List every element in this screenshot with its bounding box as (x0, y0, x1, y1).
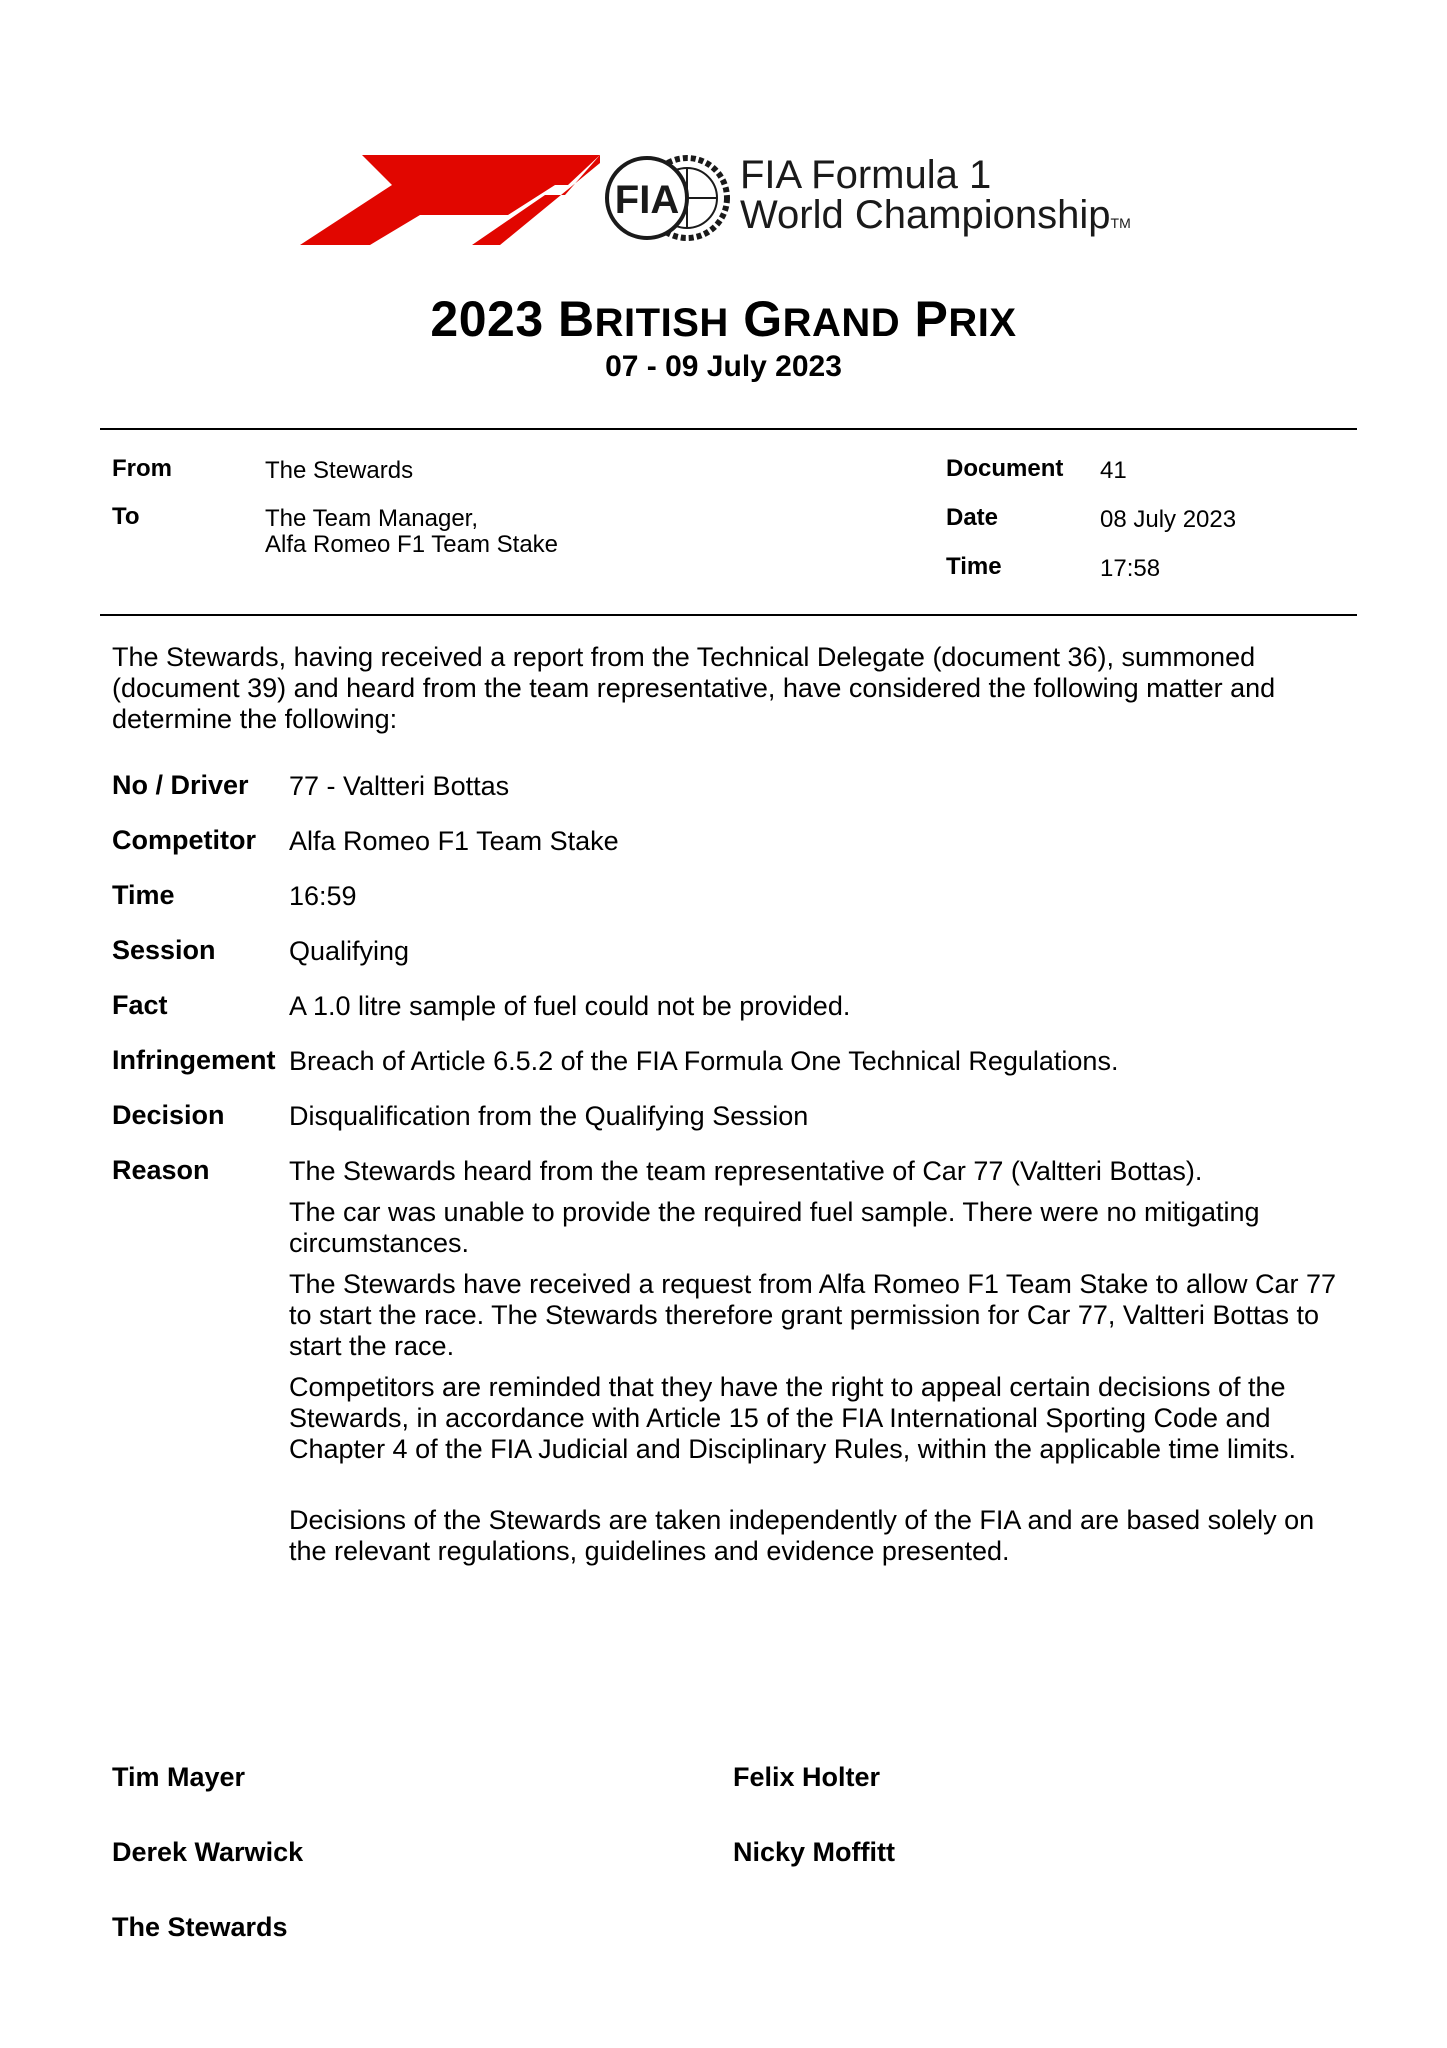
header-logo (300, 150, 1180, 250)
fia-seal-icon (602, 153, 732, 243)
event-title: 2023 BRITISH GRAND PRIX (430, 291, 1017, 347)
f1-logo-icon (300, 155, 600, 245)
to-line-1: The Team Manager, (265, 505, 479, 532)
row-label-infringement: Infringement (112, 1045, 276, 1075)
document-value: 41 (1100, 457, 1127, 484)
row-value-decision: Disqualification from the Qualifying Session (289, 1101, 809, 1131)
row-label-fact: Fact (112, 990, 168, 1020)
date-value: 08 July 2023 (1100, 506, 1237, 533)
trademark-symbol: TM (1110, 215, 1131, 231)
to-value (265, 506, 558, 558)
row-label-competitor: Competitor (112, 825, 256, 855)
row-value-driver: 77 - Valtteri Bottas (289, 771, 510, 801)
reason-paragraph: Competitors are reminded that they have the right to appeal certain decisions of the Stewards, in accordance with Article 15 of the FIA International Sporting Code and Chapter 4 of the FIA Judicial and Disciplinary Rules, within the applicable time limits. (289, 1372, 1296, 1464)
row-label-reason: Reason (112, 1155, 210, 1185)
row-label-driver: No / Driver (112, 770, 249, 800)
signature-felix-holter: Felix Holter (733, 1762, 881, 1792)
signature-the-stewards: The Stewards (112, 1912, 288, 1942)
row-value-session: Qualifying (289, 936, 410, 966)
brand-line-2: World Championship (740, 193, 1111, 237)
reason-text (289, 1156, 1359, 1577)
from-value: The Stewards (265, 457, 414, 484)
reason-paragraph: The Stewards heard from the team representative of Car 77 (Valtteri Bottas). (289, 1156, 1203, 1186)
time-label: Time (946, 553, 1002, 580)
row-value-infringement: Breach of Article 6.5.2 of the FIA Formula One Technical Regulations. (289, 1046, 1119, 1076)
intro-paragraph: The Stewards, having received a report from the Technical Delegate (document 36), summoned (document 39) and heard from the team representative, have considered the following matter and determine the following: (112, 642, 1276, 734)
signature-nicky-moffitt: Nicky Moffitt (733, 1837, 895, 1867)
row-value-time: 16:59 (289, 881, 357, 911)
row-value-competitor: Alfa Romeo F1 Team Stake (289, 826, 619, 856)
to-line-2: Alfa Romeo F1 Team Stake (265, 531, 559, 558)
reason-paragraph: Decisions of the Stewards are taken independently of the FIA and are based solely on the relevant regulations, guidelines and evidence presented. (289, 1505, 1315, 1566)
to-label: To (112, 503, 140, 530)
date-label: Date (946, 504, 999, 531)
from-label: From (112, 455, 172, 482)
document-label: Document (946, 455, 1064, 482)
row-label-decision: Decision (112, 1100, 225, 1130)
top-divider (100, 428, 1357, 430)
fia-seal-text: FIA (614, 178, 680, 222)
event-dates: 07 - 09 July 2023 (605, 350, 842, 383)
bottom-divider (100, 614, 1357, 616)
row-value-fact: A 1.0 litre sample of fuel could not be provided. (289, 991, 851, 1021)
brand-text (740, 155, 1131, 243)
signature-tim-mayer: Tim Mayer (112, 1762, 246, 1792)
reason-paragraph: The car was unable to provide the required fuel sample. There were no mitigating circumstances. (289, 1197, 1260, 1258)
signature-derek-warwick: Derek Warwick (112, 1837, 304, 1867)
time-value: 17:58 (1100, 555, 1161, 582)
row-label-session: Session (112, 935, 216, 965)
reason-paragraph: The Stewards have received a request from Alfa Romeo F1 Team Stake to allow Car 77 to start the race. The Stewards therefore grant permission for Car 77, Valtteri Bottas to start the race. (289, 1269, 1337, 1361)
brand-line-1: FIA Formula 1 (740, 153, 992, 197)
row-label-time: Time (112, 880, 175, 910)
